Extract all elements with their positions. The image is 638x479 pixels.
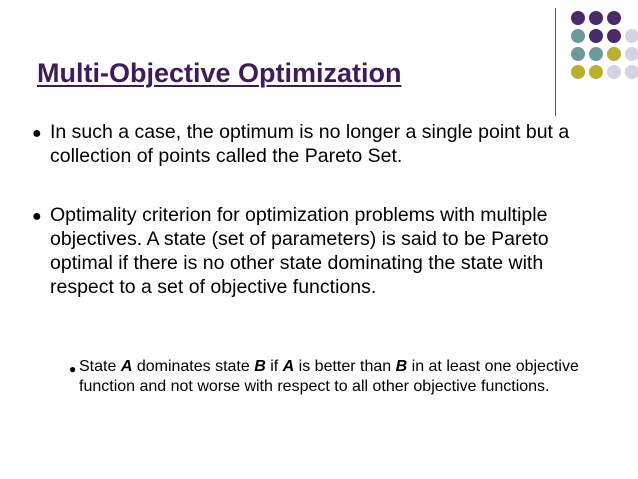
sub-bullet-text: State A dominates state B if A is better than B in at least one objective function and not worse with respect to all other objective functions. bbox=[79, 358, 579, 395]
decorative-dot bbox=[571, 29, 585, 43]
decorative-dot bbox=[571, 47, 585, 61]
decorative-dot bbox=[607, 11, 621, 25]
decorative-dot bbox=[571, 65, 585, 79]
bullet-item-2 bbox=[32, 203, 610, 299]
decorative-dot bbox=[571, 11, 585, 25]
variable-a: A bbox=[120, 358, 133, 375]
variable-a: A bbox=[282, 358, 295, 375]
decorative-dot bbox=[625, 47, 638, 61]
slide-title: Multi-Objective Optimization bbox=[37, 58, 402, 88]
decorative-dot bbox=[589, 65, 603, 79]
bullet-dot-icon: ● bbox=[32, 208, 42, 225]
variable-b: B bbox=[254, 358, 266, 375]
bullet-dot-icon: ● bbox=[69, 362, 77, 376]
bullet-text: In such a case, the optimum is no longer a single point but a collection of points called the Pareto Set. bbox=[50, 121, 570, 167]
decorative-dot bbox=[607, 65, 621, 79]
decorative-dot bbox=[589, 47, 603, 61]
bullet-dot-icon: ● bbox=[32, 125, 42, 142]
decorative-dot bbox=[607, 29, 621, 43]
bullet-item-1 bbox=[32, 120, 610, 168]
sub-bullet-item bbox=[69, 357, 619, 397]
variable-b: B bbox=[395, 358, 408, 375]
decorative-dot bbox=[589, 11, 603, 25]
decorative-dot bbox=[625, 29, 638, 43]
decorative-dot bbox=[607, 47, 621, 61]
bullet-text: Optimality criterion for optimization problems with multiple objectives. A state (set of parameters) is said to be Pareto optimal if there is no other state dominating the state with respect to a set of objective functions. bbox=[50, 204, 549, 298]
decorative-vertical-rule bbox=[555, 8, 556, 116]
decorative-dot bbox=[625, 65, 638, 79]
decorative-dot bbox=[589, 29, 603, 43]
